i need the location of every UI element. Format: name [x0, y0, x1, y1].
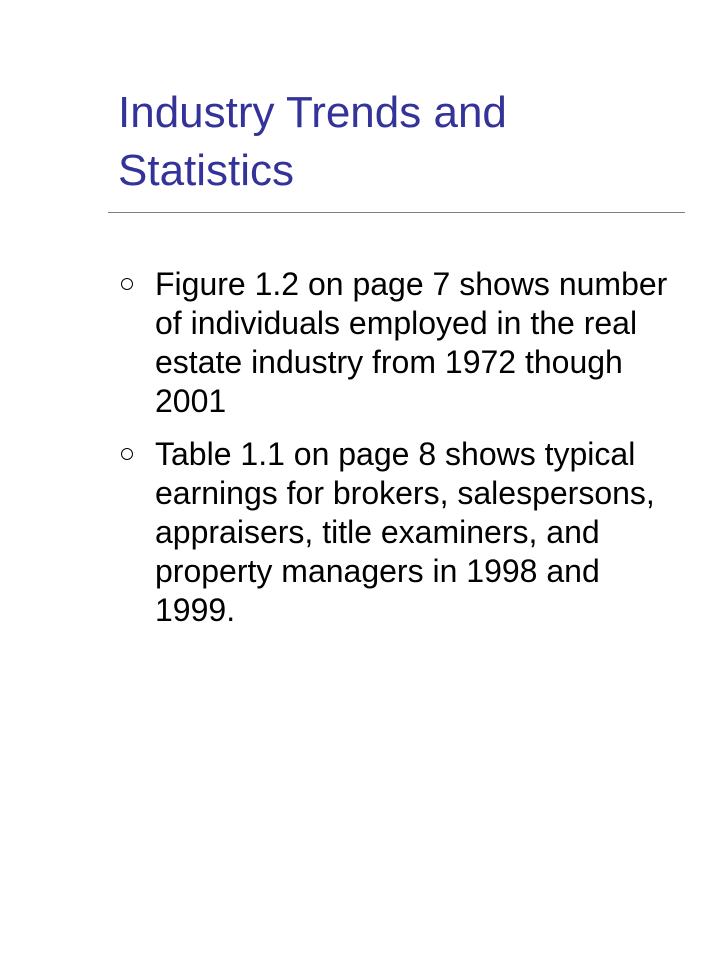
slide-title: Industry Trends and Statistics: [118, 88, 507, 195]
bullet-text: Table 1.1 on page 8 shows typical earnings for brokers, salespersons, appraisers, title examiners, and property managers in 1998 and 1999.: [155, 436, 655, 628]
bullet-list: [118, 265, 688, 644]
circle-bullet-icon: [121, 448, 133, 460]
bullet-text: Figure 1.2 on page 7 shows number of individuals employed in the real estate industry from 1972 though 2001: [155, 266, 668, 419]
bullet-item: [118, 435, 688, 630]
circle-bullet-icon: [121, 278, 133, 290]
title-divider: [108, 212, 685, 213]
bullet-item: [118, 265, 688, 421]
